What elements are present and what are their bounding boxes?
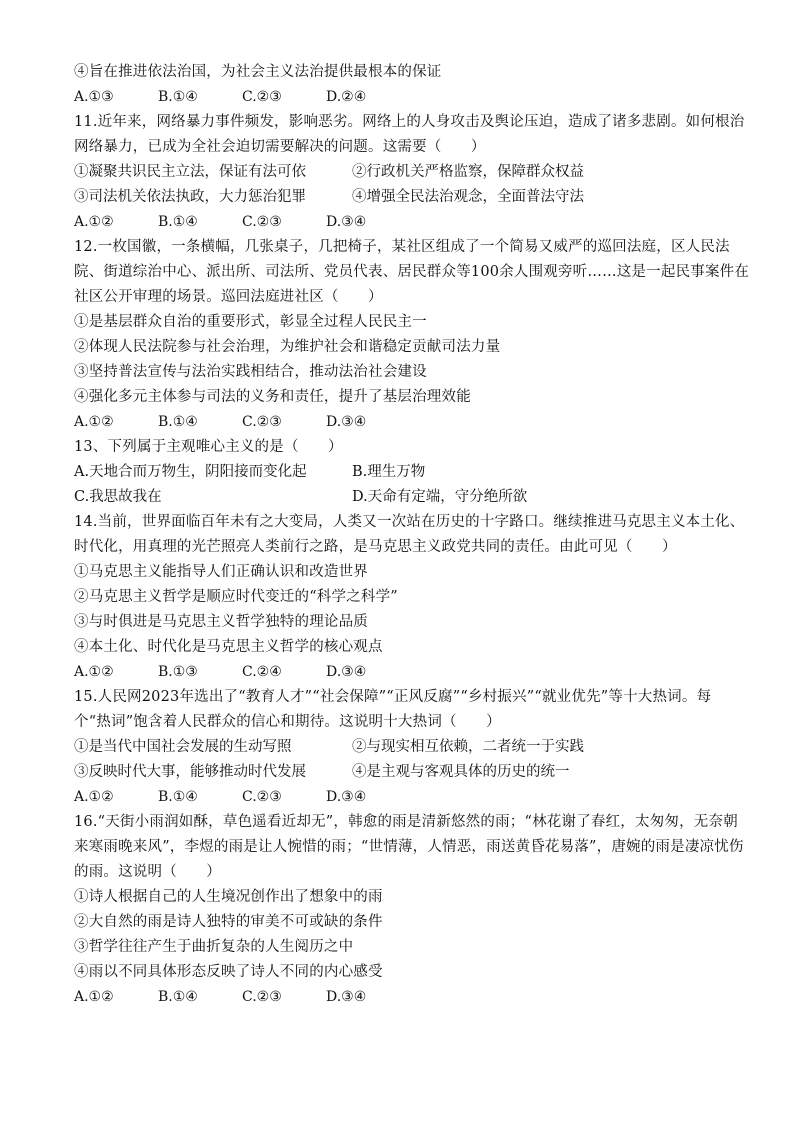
q10-option-c: C.②③ — [242, 89, 282, 105]
q12-options — [74, 410, 722, 435]
q10-options — [74, 85, 722, 110]
q10-item-4: ④旨在推进依法治国，为社会主义法治提供最根本的保证 — [74, 64, 442, 80]
q13-stem: 13、下列属于主观唯心主义的是（ ） — [74, 439, 343, 455]
q11-option-b: B.①④ — [158, 214, 198, 230]
q13-options-row-1 — [74, 460, 722, 485]
q15-item-3: ③反映时代大事，能够推动时代发展 — [74, 764, 306, 780]
q15-item-4: ④是主观与客观具体的历史的统一 — [352, 764, 570, 780]
q14-item-3: ③与时俱进是马克思主义哲学独特的理论品质 — [74, 614, 368, 630]
q11-items-row-2 — [74, 185, 722, 210]
q13-option-c: C.我思故我在 — [74, 489, 162, 505]
q11-option-a: A.①② — [74, 214, 114, 230]
q10-option-d: D.②④ — [326, 89, 367, 105]
q15-stem-line-2: 个“热词”饱含着人民群众的信心和期待。这说明十大热词（ ） — [74, 714, 501, 730]
q15-items-row-1 — [74, 735, 722, 760]
q14-option-a: A.①② — [74, 664, 114, 680]
q12-option-d: D.③④ — [326, 414, 367, 430]
q11-options — [74, 210, 722, 235]
q12-stem-line-1: 12.一枚国徽，一条横幅，几张桌子，几把椅子，某社区组成了一个简易又威严的巡回法庭，区人民法 — [74, 239, 730, 255]
q15-stem-line-1: 15.人民网2023年选出了“教育人才”“社会保障”“正风反腐”“乡村振兴”“就业优先”等十大热词。每 — [74, 689, 712, 705]
q12-item-4: ④强化多元主体参与司法的义务和责任，提升了基层治理效能 — [74, 389, 471, 405]
q11-item-1: ①凝聚共识民主立法，保证有法可依 — [74, 164, 306, 180]
q16-option-c: C.②③ — [242, 989, 282, 1005]
q16-options — [74, 985, 722, 1010]
q11-stem-line-1: 11.近年来，网络暴力事件频发，影响恶劣。网络上的人身攻击及舆论压迫，造成了诸多悲剧。如何根治 — [74, 114, 745, 130]
q15-item-2: ②与现实相互依赖，二者统一于实践 — [352, 739, 584, 755]
q14-option-c: C.②④ — [242, 664, 282, 680]
q11-option-c: C.②③ — [242, 214, 282, 230]
q16-option-d: D.③④ — [326, 989, 367, 1005]
q12-item-1: ①是基层群众自治的重要形式，彰显全过程人民民主一 — [74, 314, 427, 330]
q14-option-d: D.③④ — [326, 664, 367, 680]
q12-option-a: A.①② — [74, 414, 114, 430]
q15-option-d: D.③④ — [326, 789, 367, 805]
q12-stem-line-3: 社区公开审理的场景。巡回法庭进社区（ ） — [74, 289, 383, 305]
q11-items-row-1 — [74, 160, 722, 185]
q11-option-d: D.③④ — [326, 214, 367, 230]
q11-item-2: ②行政机关严格监察，保障群众权益 — [352, 164, 584, 180]
q16-option-b: B.①④ — [158, 989, 198, 1005]
q14-item-2: ②马克思主义哲学是顺应时代变迁的“科学之科学” — [74, 589, 398, 605]
q11-stem-line-2: 网络暴力，已成为全社会迫切需要解决的问题。这需要（ ） — [74, 139, 486, 155]
q15-option-c: C.②③ — [242, 789, 282, 805]
q14-stem-line-1: 14.当前，世界面临百年未有之大变局，人类又一次站在历史的十字路口。继续推进马克思主义本土化、 — [74, 514, 745, 530]
q13-options-row-2 — [74, 485, 722, 510]
exam-page — [74, 60, 750, 1010]
q16-option-a: A.①② — [74, 989, 114, 1005]
q13-option-a: A.天地合而万物生，阴阳接而变化起 — [74, 464, 307, 480]
q16-stem-line-3: 的雨。这说明（ ） — [74, 864, 221, 880]
q11-item-3: ③司法机关依法执政，大力惩治犯罪 — [74, 189, 306, 205]
q14-option-b: B.①③ — [158, 664, 198, 680]
q11-item-4: ④增强全民法治观念，全面普法守法 — [352, 189, 584, 205]
q15-options — [74, 785, 722, 810]
q15-items-row-2 — [74, 760, 722, 785]
q12-stem-line-2: 院、街道综治中心、派出所、司法所、党员代表、居民群众等100余人围观旁听……这是一起民事案件在 — [74, 264, 750, 280]
q16-item-3: ③哲学往往产生于曲折复杂的人生阅历之中 — [74, 939, 354, 955]
q14-stem-line-2: 时代化，用真理的光芒照亮人类前行之路，是马克思主义政党共同的责任。由此可见（ ） — [74, 539, 677, 555]
q16-item-1: ①诗人根据自己的人生境况创作出了想象中的雨 — [74, 889, 383, 905]
q10-option-a: A.①③ — [74, 89, 114, 105]
q15-option-a: A.①② — [74, 789, 114, 805]
q16-stem-line-2: 来寒雨晚来风”，李煜的雨是让人惋惜的雨；“世情薄，人情恶，雨送黄昏花易落”，唐婉的雨是凄凉忧伤 — [74, 839, 744, 855]
q12-option-c: C.②③ — [242, 414, 282, 430]
q13-option-b: B.理生万物 — [352, 464, 426, 480]
q14-item-1: ①马克思主义能指导人们正确认识和改造世界 — [74, 564, 368, 580]
q14-item-4: ④本土化、时代化是马克思主义哲学的核心观点 — [74, 639, 383, 655]
q13-option-d: D.天命有定端，守分绝所欲 — [352, 489, 528, 505]
q16-item-2: ②大自然的雨是诗人独特的审美不可或缺的条件 — [74, 914, 383, 930]
q15-option-b: B.①④ — [158, 789, 198, 805]
q10-option-b: B.①④ — [158, 89, 198, 105]
q12-option-b: B.①④ — [158, 414, 198, 430]
q15-item-1: ①是当代中国社会发展的生动写照 — [74, 739, 292, 755]
q12-item-3: ③坚持普法宣传与法治实践相结合，推动法治社会建设 — [74, 364, 427, 380]
q12-item-2: ②体现人民法院参与社会治理，为维护社会和谐稳定贡献司法力量 — [74, 339, 501, 355]
q16-item-4: ④雨以不同具体形态反映了诗人不同的内心感受 — [74, 964, 383, 980]
q14-options — [74, 660, 722, 685]
q16-stem-line-1: 16.“天街小雨润如酥，草色遥看近却无”，韩愈的雨是清新悠然的雨；“林花谢了春红，太匆匆，无奈朝 — [74, 814, 738, 830]
